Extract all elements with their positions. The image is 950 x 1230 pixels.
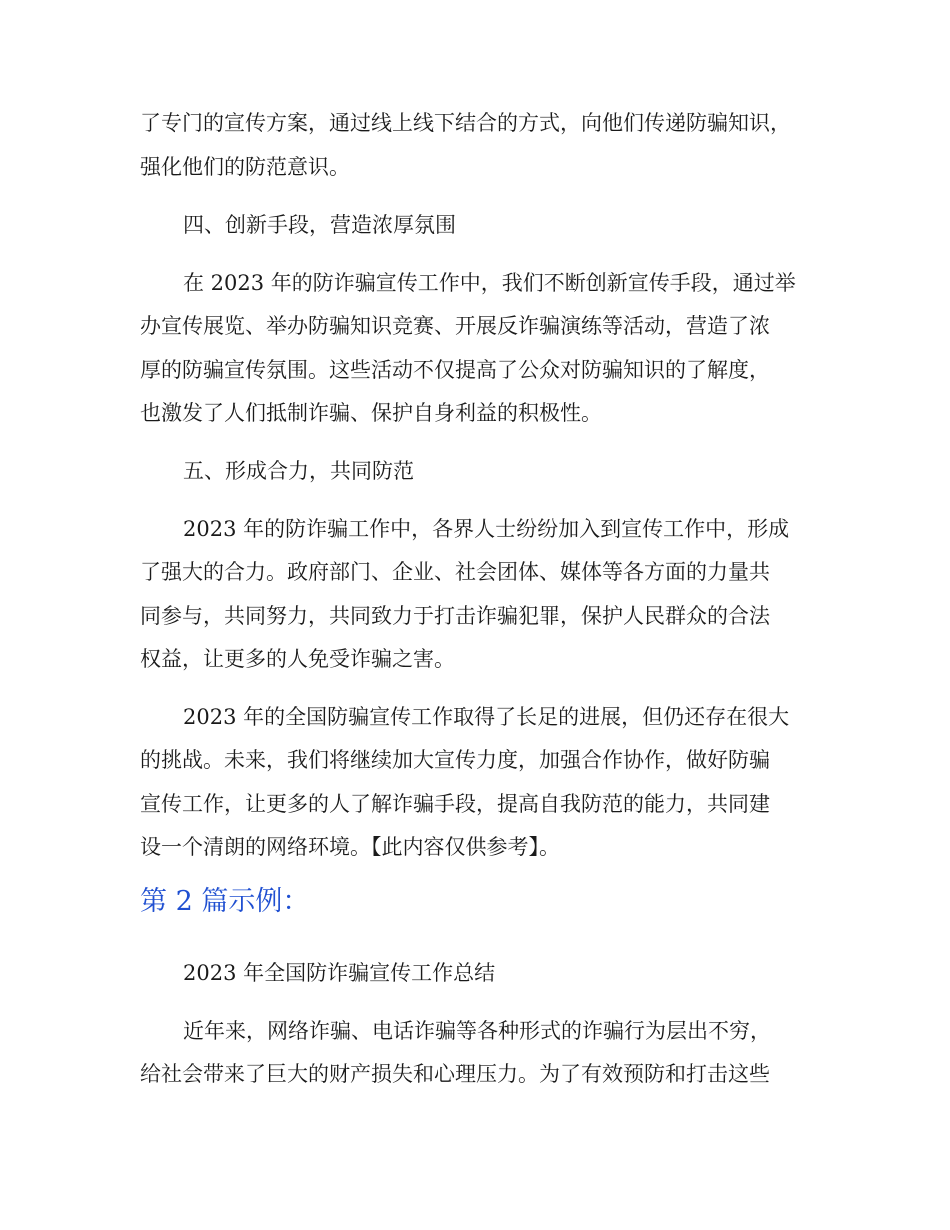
paragraph-line: 在 2023 年的防诈骗宣传工作中，我们不断创新宣传手段，通过举: [183, 271, 796, 295]
paragraph-line: 权益，让更多的人免受诈骗之害。: [140, 647, 455, 671]
paragraph-line: 2023 年的全国防骗宣传工作取得了长足的进展，但仍还存在很大: [183, 705, 790, 729]
document-title: 2023 年全国防诈骗宣传工作总结: [183, 961, 496, 985]
paragraph-line: 设一个清朗的网络环境。【此内容仅供参考】。: [140, 835, 560, 859]
section-heading-5: 五、形成合力，共同防范: [183, 459, 414, 483]
paragraph-line: 近年来，网络诈骗、电话诈骗等各种形式的诈骗行为层出不穷，: [183, 1019, 771, 1043]
paragraph-line: 了强大的合力。政府部门、企业、社会团体、媒体等各方面的力量共: [140, 560, 770, 584]
paragraph-line: 办宣传展览、举办防骗知识竞赛、开展反诈骗演练等活动，营造了浓: [140, 314, 770, 338]
section-heading-4: 四、创新手段，营造浓厚氛围: [183, 213, 456, 237]
example-heading: 第 2 篇示例：: [140, 886, 310, 917]
paragraph-line: 2023 年的防诈骗工作中，各界人士纷纷加入到宣传工作中，形成: [183, 517, 790, 541]
paragraph-line: 强化他们的防范意识。: [140, 155, 350, 179]
paragraph-line: 宣传工作，让更多的人了解诈骗手段，提高自我防范的能力，共同建: [140, 792, 770, 816]
paragraph-line: 的挑战。未来，我们将继续加大宣传力度，加强合作协作，做好防骗: [140, 748, 770, 772]
paragraph-line: 厚的防骗宣传氛围。这些活动不仅提高了公众对防骗知识的了解度，: [140, 358, 770, 382]
paragraph-line: 也激发了人们抵制诈骗、保护自身利益的积极性。: [140, 401, 602, 425]
paragraph-line: 给社会带来了巨大的财产损失和心理压力。为了有效预防和打击这些: [140, 1062, 770, 1086]
paragraph-line: 同参与，共同努力，共同致力于打击诈骗犯罪，保护人民群众的合法: [140, 604, 770, 628]
paragraph-line: 了专门的宣传方案，通过线上线下结合的方式，向他们传递防骗知识，: [140, 111, 791, 135]
